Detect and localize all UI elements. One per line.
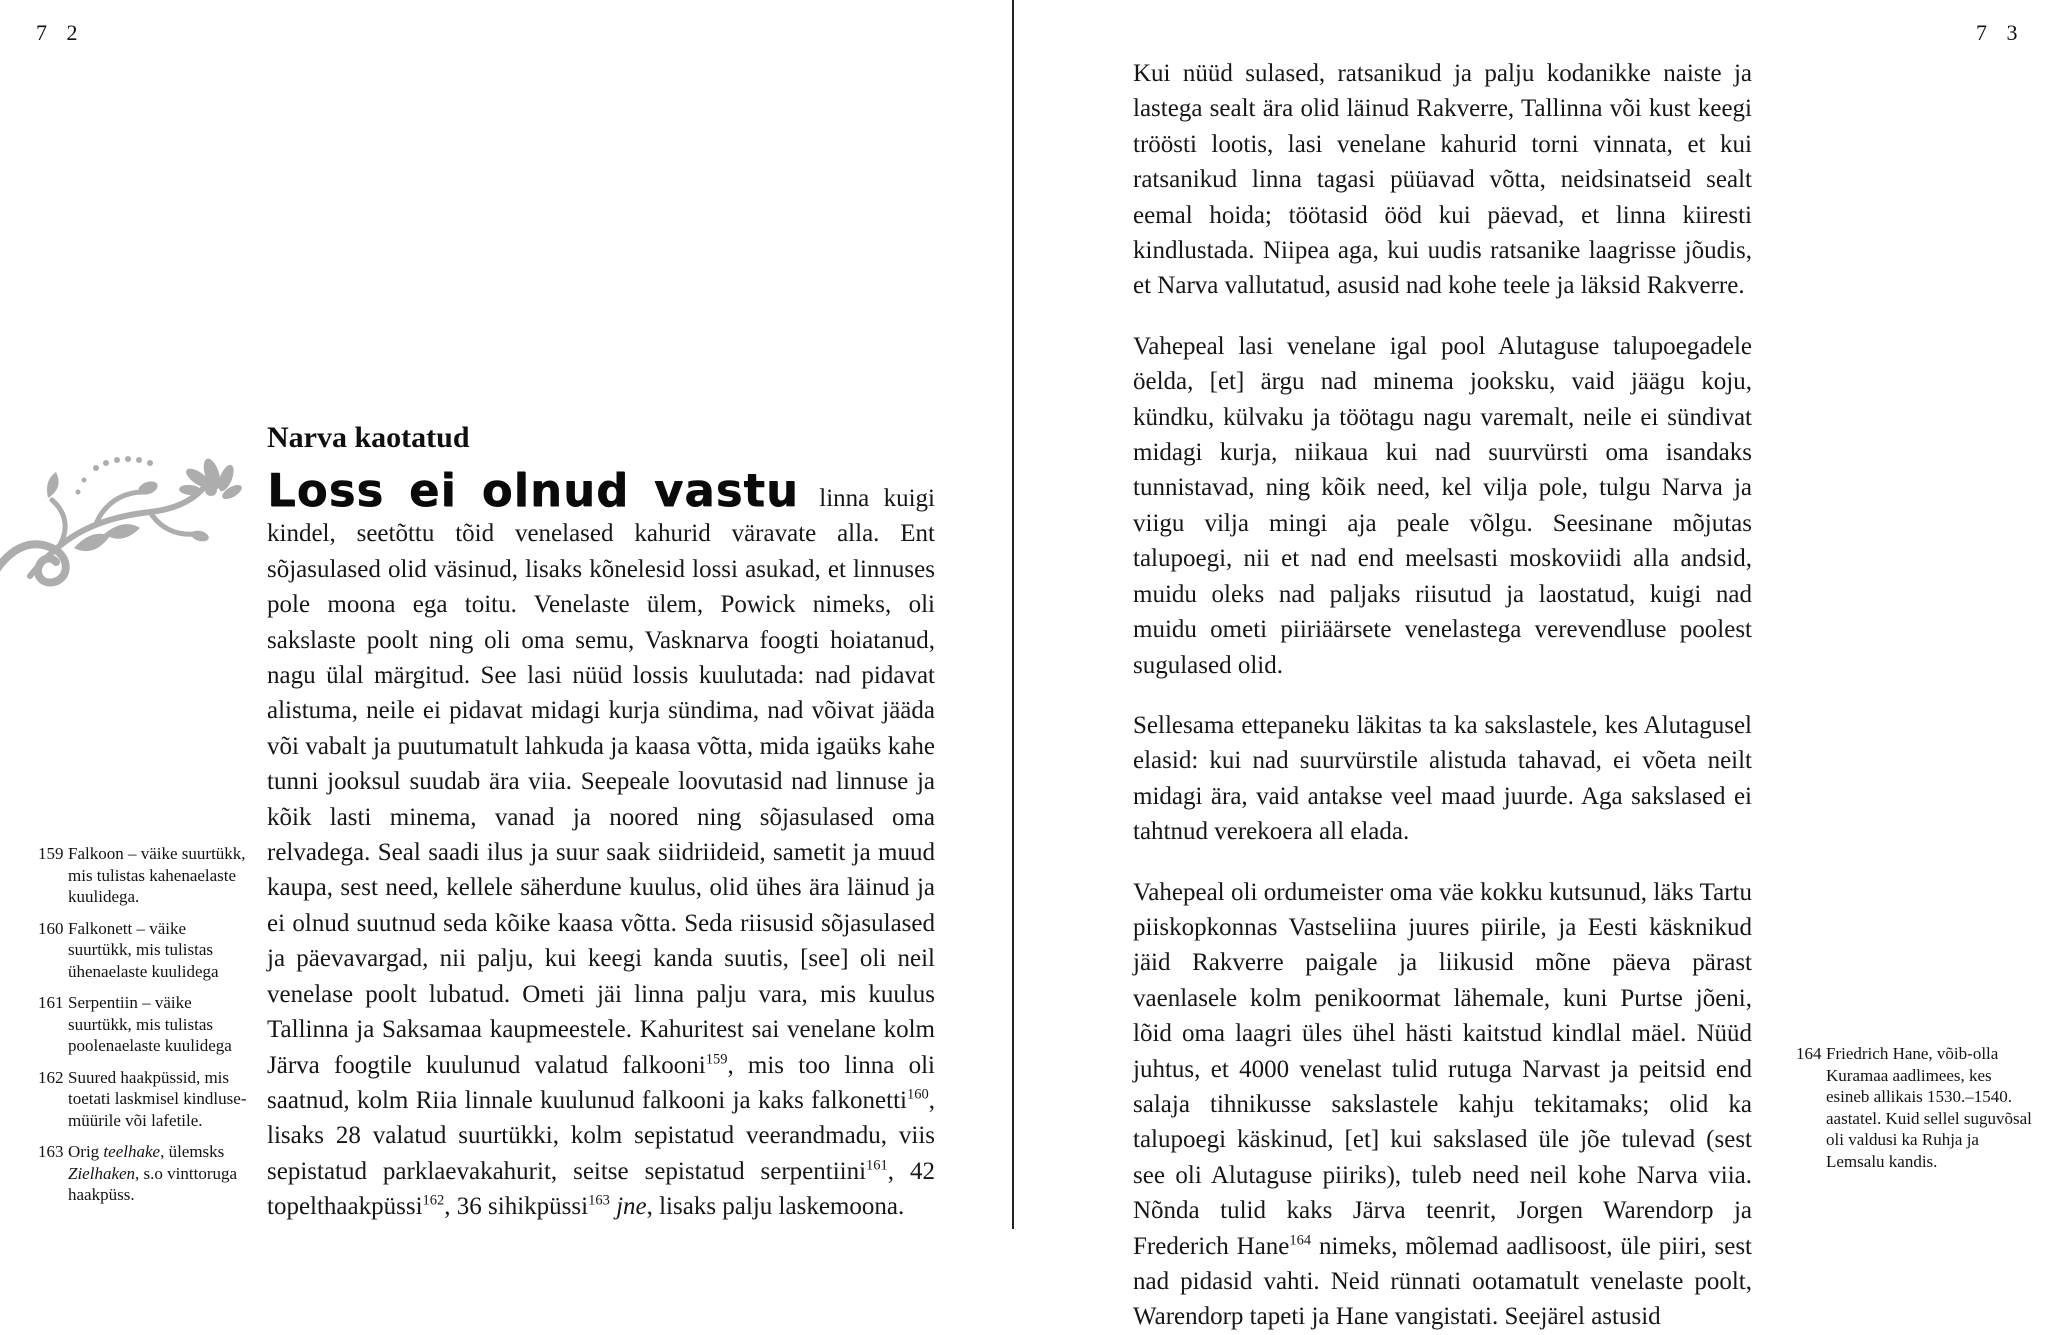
footnote-ref-164: 164: [1289, 1232, 1312, 1249]
body-text: , lisaks palju laskemoona.: [646, 1193, 905, 1221]
footnote-text: Falkoon – väike suurtükk, mis tulistas kahenaelaste kuulidega.: [68, 844, 246, 906]
body-text: nimeks, mõlemad aadlisoost, üle piiri, sest nad pidasid vahti. Neid rünnati ootamatult venelaste poolt, Warendorp tapeti ja Hane vangistati. Seejärel astusid: [1133, 1232, 1752, 1331]
footnote-text: Serpentiin – väike suurtükk, mis tulistas poolenaelaste kuulidega: [68, 993, 232, 1055]
footnote-text-part: Orig: [68, 1142, 104, 1161]
body-text: , 42 topelthaakpüssi: [267, 1157, 935, 1221]
footnote-text: Suured haakpüssid, mis toetati laskmisel kindlusemüürile või lafetile.: [68, 1067, 247, 1130]
footnote-text: Friedrich Hane, võib-olla Kuramaa aadlimees, kes esineb allikais 1530.–1540. aastatel. Kuid sellel suguvõsal oli valdusi ka Ruhja ja Lemsalu kandis.: [1826, 1044, 2032, 1171]
page-number-left: 7 2: [36, 20, 85, 45]
left-margin-footnotes: [38, 843, 252, 1216]
footnote-text-part: , ülemsks: [160, 1142, 225, 1161]
footnote-number: 159: [38, 844, 64, 863]
right-page-paragraph-2: Vahepeal lasi venelane igal pool Alutaguse talupoegadele öelda, [et] ärgu nad minema jooksku, vaid jäägu koju, kündku, külvaku ja töötagu nagu varemalt, neile ei sündivat midagi kurja, niikaua kui nad suurvürsti oma isandaks tunnistavad, ning kõik need, kel vilja pole, tulgu Narva ja viigu vilja mingi aja peale võlgu. Seesinane mõjutas talupoegi, nii et nad end meelsasti moskoviidi alla andsid, muidu oleks nad paljaks riisutud ja laostatud, kuigi nad muidu ometi piiriäärsete venelastega verevendluse poolest sugulased olid.: [1133, 332, 1752, 679]
footnote-number: 163: [38, 1142, 64, 1161]
right-page-paragraph-1: Kui nüüd sulased, ratsanikud ja palju kodanikke naiste ja lastega sealt ära olid läinud Rakverre, Tallinna või kust keegi tröösti lootis, lasi venelane kahurid torni vinnata, et kui ratsanikud linna tagasi püüavad võtta, neidsinatseid sealt eemal hoida; töötasid ööd kui päevad, et linna kiiresti kindlustada. Niipea aga, kui uudis ratsanike laagrisse jõudis, et Narva vallutatud, asusid nad kohe teele ja läksid Rakverre.: [1133, 60, 1752, 300]
footnote-number: 160: [38, 918, 64, 938]
footnote-ref-162: 162: [422, 1192, 445, 1209]
footnote-160: [38, 918, 252, 983]
body-text: , lisaks 28 valatud suurtükki, kolm sepistatud veerandmadu, viis sepistatud parklaevakahurit, seitse sepistatud serpentiini: [267, 1086, 935, 1185]
footnote-text-italic: teelhake: [103, 1142, 161, 1161]
footnote-number: 162: [38, 1067, 64, 1087]
footnote-164: [1796, 1043, 2038, 1172]
right-page-paragraph-3: Sellesama ettepaneku läkitas ta ka sakslastele, kes Alutagusel elasid: kui nad suurvürstile alistuda tahavad, ei võeta neilt midagi ära, vaid antakse veel maad juurde. Aga sakslased ei tahtnud verekoera all elada.: [1133, 711, 1752, 846]
page-divider-line: [1012, 0, 1014, 1229]
body-text: , 36 sihikpüssi: [444, 1193, 589, 1221]
right-page-paragraph-4: [1133, 875, 1752, 1335]
body-text-italic: jne: [609, 1193, 647, 1221]
footnote-ref-163: 163: [588, 1192, 610, 1209]
footnote-ref-161: 161: [866, 1157, 888, 1174]
footnote-number: 164: [1796, 1044, 1822, 1063]
footnote-159: [38, 843, 252, 908]
right-margin-footnotes: [1796, 1043, 2038, 1182]
footnote-ref-159: 159: [705, 1051, 728, 1068]
left-page-paragraph: [267, 464, 935, 1225]
body-text: linna kuigi kindel, seetõttu tõid venelased kahurid väravate alla. Ent sõjasulased olid väsinud, lisaks kõnelesid lossi asukad, et linnuses pole moona ega toitu. Venelaste ülem, Powick nimeks, oli sakslaste poolt ning oli oma semu, Vasknarva foogti hoiatanud, nagu ülal märgitud. See lasi nüüd lossis kuulutada: nad pidavat alistuma, neile ei pidavat midagi kurja sündima, nad võivat jääda või vabalt ja puutumatult lahkuda ja kaasa võtta, mida igaüks kahe tunni jooksul suudab ära viia. Seepeale loovutasid nad linnuse ja kõik lasti minema, vanad ja noored ning sõjasulased oma relvadega. Seal saadi ilus ja suur saak siidriideid, sametit ja muud kaupa, sest need, kellele säherdune kuulus, olid ühes ära läinud ja ei olnud suutnud seda kõike kaasa võtta. Seda riisusid sõjasulased ja päevavargad, nii palju, kui keegi kanda suutis, [see] oli neil venelase poolt lubatud. Ometi jäi linna palju vara, mis kuulus Tallinna ja Saksamaa kaupmeestele. Kahuritest sai venelane kolm Järva foogtile kuulunud valatud falkooni: [267, 485, 935, 1079]
left-page-main-column: [267, 421, 935, 1225]
body-text: , mis too linna oli saatnud, kolm Riia linnale kuulunud falkooni ja kaks falkonetti: [267, 1051, 935, 1114]
page-number-right: 7 3: [1976, 20, 2025, 45]
footnote-163: [38, 1141, 252, 1206]
footnote-text: [68, 1141, 252, 1206]
footnote-text: Falkonett – väike suurtükk, mis tulistas ühenaelaste kuulidega: [68, 918, 219, 981]
right-page-main-column: [1133, 56, 1752, 1335]
footnote-number: 161: [38, 993, 64, 1012]
section-heading: Narva kaotatud: [267, 421, 470, 454]
body-text: Vahepeal oli ordumeister oma väe kokku kutsunud, läks Tartu piiskopkonnas Vastseliina juures piirile, ja Eesti käsknikud jäid Rakverre paigale ja liikusid mõne päeva pärast vaenlasele kolm penikoormat lähemale, kuni Purtse jõeni, lõid oma laagri üles ühel hästi kaitstud kindlal mäel. Nüüd juhtus, et 4000 venelast tulid rutuga Narvast ja peitsid end salaja tihnikusse sakslastele kahju tekitamaks; olid ka talupoegi käskinud, [et] kui sakslased üle jõe tulevad (sest see oli Alutaguse piiriks), tuleb need neil kohe Narva viia. Nõnda tulid kaks Järva teenrit, Jorgen Warendorp ja Frederich Hane: [1133, 878, 1752, 1260]
floral-flourish-ornament: [0, 452, 266, 584]
display-heading: Loss ei olnud vastu: [267, 464, 799, 517]
footnote-162: [38, 1067, 252, 1132]
footnote-text-italic: Zielhaken: [68, 1163, 136, 1183]
footnote-161: [38, 992, 252, 1057]
footnote-text-part: , s.o vinttoruga haakpüss.: [68, 1163, 238, 1204]
footnote-ref-160: 160: [907, 1086, 929, 1103]
